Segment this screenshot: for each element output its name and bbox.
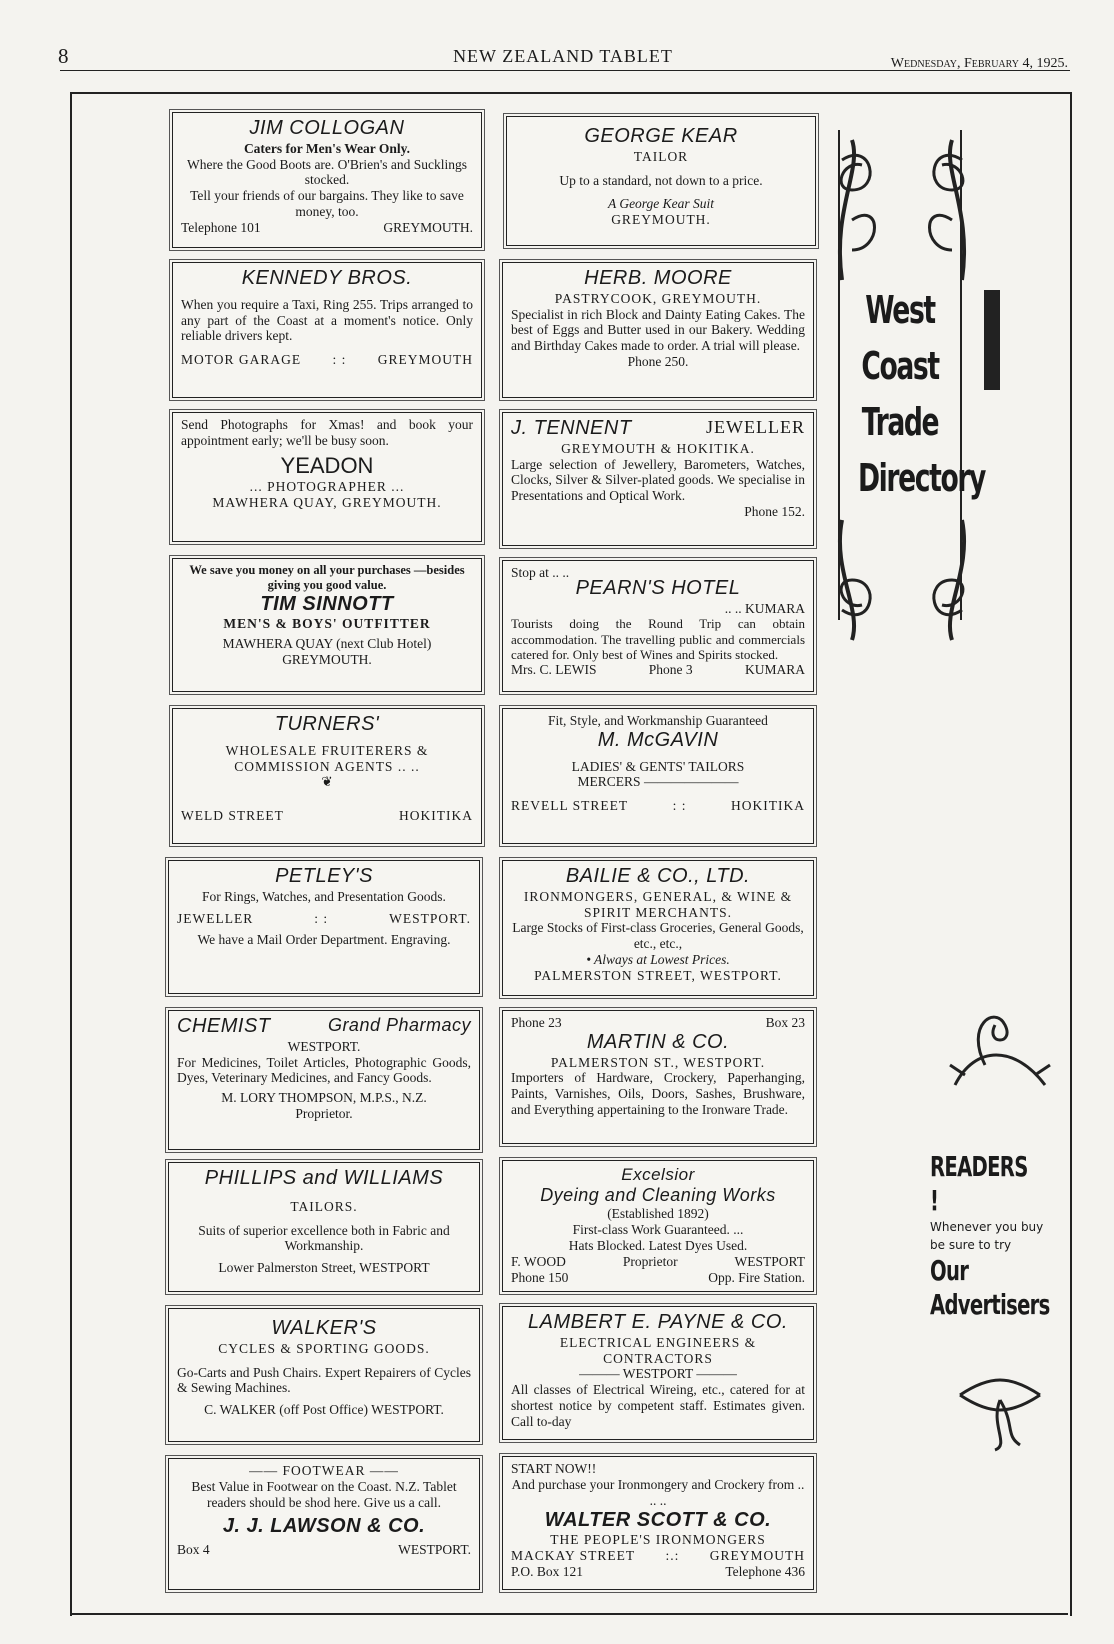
- ad-turners: [172, 708, 482, 844]
- ad-lambert-payne: [502, 1306, 814, 1440]
- ad-address: MAWHERA QUAY (next Club Hotel): [222, 636, 432, 652]
- page-number: 8: [58, 44, 69, 68]
- ad-town: GREYMOUTH.: [282, 651, 372, 667]
- ad-text: Up to a standard, not down to a price.: [559, 172, 763, 188]
- ad-town: HOKITIKA: [731, 798, 805, 814]
- ad-tim-sinnott: [172, 558, 482, 692]
- ad-title: PEARN'S HOTEL: [575, 576, 741, 599]
- ad-grand-pharmacy: [168, 1010, 480, 1150]
- ad-role: Proprietor: [622, 1254, 678, 1270]
- ad-town: HOKITIKA: [399, 808, 473, 824]
- ad-kennedy-bros: [172, 262, 482, 398]
- ad-text: Opp. Fire Station.: [708, 1269, 805, 1285]
- ad-text: Large selection of Jewellery, Barometers, Watches, Clocks, Silver & Silver-plated goods. We specialise in Presentations and Optical Work.: [511, 456, 805, 504]
- ad-text: ... PHOTOGRAPHER ...: [249, 478, 405, 494]
- ad-address: MACKAY STREET: [511, 1548, 636, 1564]
- ad-text: TAILOR: [633, 148, 689, 164]
- ad-text: All classes of Electrical Wireing, etc., catered for at shortest notice by competent staff. Estimates given. Call to-day: [511, 1382, 805, 1430]
- newspaper-title: NEW ZEALAND TABLET: [453, 46, 673, 66]
- ad-text: And purchase your Ironmongery and Crockery from .. .. ..: [511, 1476, 805, 1508]
- ad-walter-scott: [502, 1456, 814, 1590]
- ad-trade: JEWELLER: [177, 910, 254, 926]
- ad-box: Box 4: [177, 1542, 210, 1558]
- ad-address: C. WALKER (off Post Office) WESTPORT.: [204, 1402, 444, 1418]
- ad-text: Hats Blocked. Latest Dyes Used.: [568, 1238, 748, 1254]
- ad-jim-collogan: [172, 112, 482, 248]
- ad-title: PETLEY'S: [275, 865, 373, 887]
- ad-town: GREYMOUTH.: [383, 220, 473, 236]
- ad-address: PALMERSTON ST., WESTPORT.: [550, 1054, 766, 1070]
- ad-text: Specialist in rich Block and Dainty Eating Cakes. The best of Eggs and Butter used in our Bakery. Wedding and Birthday Cakes made to order. A trial will please.: [511, 306, 805, 354]
- ad-title: WALKER'S: [271, 1317, 377, 1339]
- ad-separator: : :: [672, 798, 687, 814]
- ad-text: Large Stocks of First-class Groceries, General Goods, etc., etc.,: [512, 920, 804, 952]
- ad-herb-moore: [502, 262, 814, 398]
- ad-title: MARTIN & CO.: [586, 1030, 730, 1053]
- ad-town: GREYMOUTH.: [611, 212, 711, 228]
- ad-title: TURNERS': [274, 713, 380, 735]
- ad-text: Caters for Men's Wear Only.: [243, 140, 411, 156]
- ad-text: Proprietor.: [295, 1106, 353, 1122]
- ad-phillips-williams: [168, 1162, 480, 1292]
- ad-text: Tourists doing the Round Trip can obtain accommodation. The travelling public and commercials catered for. Only best of Wines and Spirits stocked.: [511, 616, 805, 663]
- ad-proprietor: Mrs. C. LEWIS: [511, 662, 597, 678]
- directory-line: Coast: [861, 344, 939, 388]
- ad-text: TAILORS.: [290, 1198, 358, 1214]
- readers-text: Our: [930, 1254, 969, 1287]
- ad-title: Excelsior: [621, 1165, 695, 1184]
- ad-text: A George Kear Suit: [607, 196, 715, 212]
- ad-town: GREYMOUTH: [377, 352, 473, 368]
- bottom-rule: [72, 1613, 1068, 1615]
- ad-address: WELD STREET: [181, 808, 284, 824]
- ad-pearns-hotel: [502, 560, 814, 692]
- leaf-ornament-2: [950, 1355, 1050, 1455]
- ad-title: GEORGE KEAR: [584, 125, 738, 147]
- ad-title: JIM COLLOGAN: [249, 117, 405, 139]
- ad-title: TIM SINNOTT: [260, 592, 394, 615]
- ad-text: CONTRACTORS: [603, 1350, 713, 1366]
- ad-petleys: [168, 860, 480, 994]
- ad-text: MERCERS ———————: [577, 774, 739, 790]
- ad-text: THE PEOPLE'S IRONMONGERS: [550, 1532, 766, 1548]
- ad-text: ELECTRICAL ENGINEERS &: [559, 1334, 757, 1350]
- directory-line: Trade: [861, 400, 939, 444]
- ad-title: HERB. MOORE: [584, 267, 732, 289]
- readers-notice: [930, 1150, 1070, 1322]
- ad-title: BAILIE & CO., LTD.: [565, 865, 751, 887]
- ad-text: Fit, Style, and Workmanship Guaranteed: [548, 713, 768, 728]
- ad-phone: Phone 152.: [744, 504, 805, 520]
- trade-directory-title: [858, 282, 985, 506]
- ad-text: • Always at Lowest Prices.: [586, 952, 730, 968]
- ad-town: WESTPORT.: [389, 910, 471, 926]
- ad-phone: Phone 23: [511, 1015, 562, 1030]
- ad-phone: Phone 250.: [627, 354, 689, 370]
- ad-title: KENNEDY BROS.: [241, 267, 413, 289]
- ad-text: When you require a Taxi, Ring 255. Trips arranged to any part of the Coast at a moment's notice. Only reliable drivers kept.: [181, 296, 473, 344]
- ad-town: .. .. KUMARA: [724, 600, 805, 616]
- ad-text: START NOW!!: [511, 1461, 597, 1476]
- ad-separator: :.:: [665, 1548, 680, 1564]
- ad-town: WESTPORT.: [287, 1038, 361, 1054]
- ad-separator: : :: [314, 910, 329, 926]
- ad-text: Best Value in Footwear on the Coast. N.Z. Tablet readers should be shod here. Give us a call.: [191, 1478, 457, 1510]
- ad-text: PASTRYCOOK, GREYMOUTH.: [554, 290, 762, 306]
- ad-text: —— FOOTWEAR ——: [249, 1463, 399, 1478]
- ad-town: WESTPORT: [734, 1254, 805, 1270]
- ad-proprietor: F. WOOD: [511, 1254, 566, 1270]
- ad-title: CHEMIST: [177, 1015, 271, 1037]
- leaf-ornament: [945, 1005, 1055, 1095]
- ad-title-2: Grand Pharmacy: [327, 1015, 471, 1035]
- ad-j-tennent: [502, 412, 814, 546]
- ad-text: We have a Mail Order Department. Engraving.: [197, 932, 451, 948]
- ad-phone: Telephone 436: [725, 1564, 805, 1580]
- ad-title: J. TENNENT: [511, 417, 632, 439]
- ad-walkers: [168, 1308, 480, 1442]
- ad-title: PHILLIPS and WILLIAMS: [204, 1167, 444, 1189]
- ad-address: REVELL STREET: [511, 798, 629, 814]
- ad-text: Importers of Hardware, Crockery, Paperhanging, Paints, Varnishes, Oils, Doors, Sashes, Brushware, and Everything appertaining to the Ironware Trade.: [511, 1070, 805, 1118]
- ad-text: Send Photographs for Xmas! and book your appointment early; we'll be busy soon.: [181, 417, 473, 448]
- ad-address: PALMERSTON STREET, WESTPORT.: [534, 968, 782, 984]
- ad-text: We save you money on all your purchases —besides giving you good value.: [189, 563, 465, 592]
- ad-excelsior-dyeing: [502, 1160, 814, 1292]
- ad-bailie-co: [502, 860, 814, 996]
- ad-text: First-class Work Guaranteed. ...: [572, 1222, 744, 1238]
- ad-trade: JEWELLER: [706, 417, 805, 437]
- ad-text: GREYMOUTH & HOKITIKA.: [561, 440, 755, 456]
- ad-text: CYCLES & SPORTING GOODS.: [218, 1340, 430, 1356]
- ad-address: MOTOR GARAGE: [181, 352, 302, 368]
- ad-text: COMMISSION AGENTS .. ..: [234, 758, 420, 774]
- ad-title: WALTER SCOTT & CO.: [544, 1508, 772, 1531]
- header-rule: [60, 70, 1070, 71]
- ad-town: ——— WESTPORT ———: [579, 1366, 737, 1382]
- ad-title-2: Dyeing and Cleaning Works: [540, 1185, 776, 1206]
- ad-text: Stop at .. ..: [511, 565, 570, 580]
- ornament: ❦: [321, 774, 333, 790]
- ad-text: Suits of superior excellence both in Fabric and Workmanship.: [198, 1222, 450, 1254]
- ad-footwear-lawson: [168, 1458, 480, 1590]
- ad-text: LADIES' & GENTS' TAILORS: [571, 758, 745, 774]
- page-header: [58, 44, 1068, 72]
- ad-title: J. J. LAWSON & CO.: [222, 1514, 426, 1537]
- ad-address: MAWHERA QUAY, GREYMOUTH.: [212, 494, 442, 510]
- ad-text: WHOLESALE FRUITERERS &: [225, 742, 429, 758]
- ad-box: P.O. Box 121: [511, 1564, 584, 1580]
- ad-m-mcgavin: [502, 708, 814, 844]
- ad-martin-co: [502, 1010, 814, 1144]
- ad-separator: : :: [332, 352, 347, 368]
- ad-title: M. McGAVIN: [597, 728, 719, 751]
- readers-heading: READERS !: [930, 1150, 1028, 1217]
- ad-phone: Phone 150: [511, 1269, 569, 1285]
- ad-george-kear: [506, 116, 816, 246]
- ad-town: GREYMOUTH: [709, 1548, 805, 1564]
- ad-text: For Rings, Watches, and Presentation Goods.: [202, 888, 446, 904]
- ad-text: (Established 1892): [607, 1206, 709, 1222]
- decorative-bar: [984, 290, 1000, 390]
- ad-text: Where the Good Boots are. O'Brien's and Sucklings stocked.: [186, 156, 468, 188]
- ad-text: Go-Carts and Push Chairs. Expert Repairers of Cycles & Sewing Machines.: [177, 1364, 471, 1396]
- ad-title: YEADON: [280, 452, 374, 478]
- ad-text: MEN'S & BOYS' OUTFITTER: [223, 616, 431, 632]
- readers-text: be sure to try: [930, 1238, 1012, 1252]
- ad-box: Box 23: [765, 1015, 805, 1030]
- issue-date: Wednesday, February 4, 1925.: [890, 56, 1068, 71]
- ad-address: Lower Palmerston Street, WESTPORT: [218, 1260, 430, 1276]
- ad-town: KUMARA: [744, 662, 805, 678]
- readers-text: Advertisers: [930, 1288, 1050, 1321]
- readers-text: Whenever you buy: [930, 1220, 1044, 1234]
- ad-text: For Medicines, Toilet Articles, Photographic Goods, Dyes, Veterinary Medicines, and Fancy Goods.: [177, 1054, 471, 1086]
- ad-text: M. LORY THOMPSON, M.P.S., N.Z.: [221, 1090, 427, 1106]
- ad-text: IRONMONGERS, GENERAL, & WINE & SPIRIT MERCHANTS.: [523, 888, 793, 920]
- directory-line: Directory: [858, 456, 985, 500]
- ad-phone: Telephone 101: [181, 220, 261, 236]
- ad-text: Tell your friends of our bargains. They like to save money, too.: [190, 188, 464, 220]
- scroll-ornament-bottom: [822, 510, 982, 650]
- ad-yeadon: [172, 412, 482, 542]
- ad-title: LAMBERT E. PAYNE & CO.: [528, 1311, 788, 1333]
- ad-town: WESTPORT.: [398, 1542, 471, 1558]
- directory-line: West: [865, 288, 935, 332]
- ad-phone: Phone 3: [648, 662, 693, 678]
